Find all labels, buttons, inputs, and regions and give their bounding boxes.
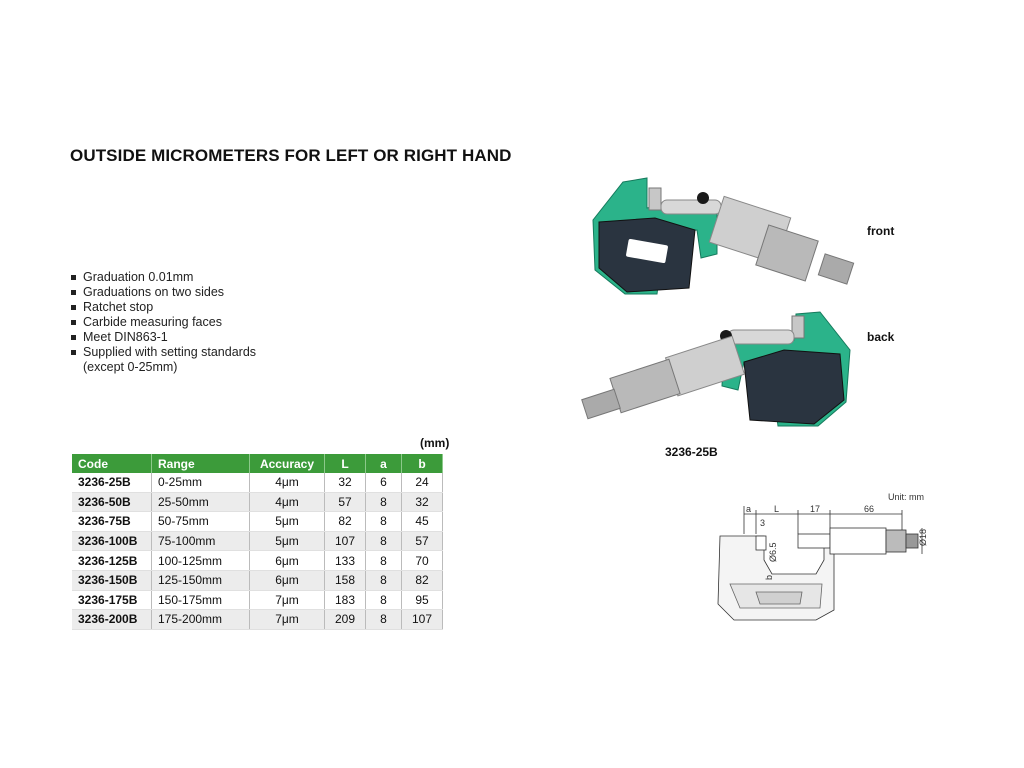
column-header-a: a — [366, 454, 402, 473]
feature-item: Meet DIN863-1 — [70, 330, 256, 345]
table-row — [72, 512, 443, 532]
model-label: 3236-25B — [665, 445, 718, 459]
thimble — [610, 359, 680, 412]
lock-knob — [697, 192, 709, 204]
table-row — [72, 492, 443, 512]
page-title: OUTSIDE MICROMETERS FOR LEFT OR RIGHT HAND — [70, 146, 512, 165]
cell-accuracy: 7μm — [250, 590, 325, 610]
cell-code: 3236-125B — [72, 551, 152, 571]
cell-a: 8 — [366, 610, 402, 630]
frame-pad — [756, 592, 802, 604]
micrometer-back-image — [578, 302, 870, 434]
cell-code: 3236-25B — [72, 473, 152, 492]
table-row — [72, 590, 443, 610]
ratchet — [818, 254, 853, 284]
cell-range: 0-25mm — [152, 473, 250, 492]
cell-accuracy: 5μm — [250, 531, 325, 551]
cell-b: 57 — [402, 531, 443, 551]
cell-l: 183 — [325, 590, 366, 610]
drawing-unit-label: Unit: mm — [888, 492, 924, 502]
feature-item: Graduations on two sides — [70, 285, 256, 300]
cell-a: 6 — [366, 473, 402, 492]
cell-a: 8 — [366, 551, 402, 571]
column-header-accuracy: Accuracy — [250, 454, 325, 473]
ratchet — [582, 389, 621, 419]
cell-b: 45 — [402, 512, 443, 532]
dim-d65: Ø6.5 — [768, 542, 778, 562]
cell-l: 82 — [325, 512, 366, 532]
feature-item: Carbide measuring faces — [70, 315, 256, 330]
cell-l: 32 — [325, 473, 366, 492]
cell-a: 8 — [366, 512, 402, 532]
feature-item: Supplied with setting standards — [70, 345, 256, 360]
cell-accuracy: 5μm — [250, 512, 325, 532]
front-label: front — [867, 224, 895, 238]
spindle-outline — [798, 534, 830, 548]
thimble-outline — [886, 530, 906, 552]
cell-code: 3236-75B — [72, 512, 152, 532]
cell-range: 75-100mm — [152, 531, 250, 551]
table-row — [72, 570, 443, 590]
cell-code: 3236-150B — [72, 570, 152, 590]
cell-accuracy: 4μm — [250, 492, 325, 512]
cell-l: 57 — [325, 492, 366, 512]
table-row — [72, 551, 443, 571]
cell-a: 8 — [366, 590, 402, 610]
table-row — [72, 473, 443, 492]
table-row — [72, 610, 443, 630]
dim-d18: Ø18 — [918, 528, 928, 546]
cell-code: 3236-50B — [72, 492, 152, 512]
cell-l: 209 — [325, 610, 366, 630]
cell-code: 3236-175B — [72, 590, 152, 610]
cell-b: 107 — [402, 610, 443, 630]
table-row — [72, 531, 443, 551]
cell-l: 107 — [325, 531, 366, 551]
cell-a: 8 — [366, 492, 402, 512]
cell-accuracy: 6μm — [250, 551, 325, 571]
spec-table — [72, 454, 443, 630]
column-header-code: Code — [72, 454, 152, 473]
dim-66: 66 — [864, 504, 875, 514]
table-unit-label: (mm) — [420, 436, 450, 450]
dim-17: 17 — [810, 504, 821, 514]
cell-accuracy: 6μm — [250, 570, 325, 590]
spindle — [661, 200, 721, 214]
cell-b: 70 — [402, 551, 443, 571]
cell-range: 25-50mm — [152, 492, 250, 512]
column-header-range: Range — [152, 454, 250, 473]
column-header-b: b — [402, 454, 443, 473]
cell-b: 82 — [402, 570, 443, 590]
dim-3: 3 — [760, 518, 766, 528]
cell-accuracy: 7μm — [250, 610, 325, 630]
cell-code: 3236-200B — [72, 610, 152, 630]
feature-continuation: (except 0-25mm) — [83, 360, 178, 374]
spindle — [728, 330, 794, 344]
anvil — [649, 188, 661, 210]
feature-list — [70, 270, 256, 375]
cell-l: 158 — [325, 570, 366, 590]
back-label: back — [867, 330, 895, 344]
dim-l: L — [774, 504, 780, 514]
dim-a: a — [746, 504, 752, 514]
cell-a: 8 — [366, 570, 402, 590]
cell-l: 133 — [325, 551, 366, 571]
cell-range: 50-75mm — [152, 512, 250, 532]
sleeve-outline — [830, 528, 886, 554]
table-header-row — [72, 454, 443, 473]
cell-b: 95 — [402, 590, 443, 610]
cell-code: 3236-100B — [72, 531, 152, 551]
feature-item: Ratchet stop — [70, 300, 256, 315]
dim-b: b — [764, 574, 774, 580]
cell-b: 32 — [402, 492, 443, 512]
anvil-outline — [756, 536, 766, 550]
cell-a: 8 — [366, 531, 402, 551]
cell-range: 125-150mm — [152, 570, 250, 590]
ratchet-outline — [906, 534, 918, 548]
technical-drawing — [712, 498, 938, 628]
cell-range: 100-125mm — [152, 551, 250, 571]
cell-b: 24 — [402, 473, 443, 492]
column-header-l: L — [325, 454, 366, 473]
feature-item: Graduation 0.01mm — [70, 270, 256, 285]
cell-accuracy: 4μm — [250, 473, 325, 492]
micrometer-front-image — [585, 170, 860, 298]
cell-range: 175-200mm — [152, 610, 250, 630]
cell-range: 150-175mm — [152, 590, 250, 610]
